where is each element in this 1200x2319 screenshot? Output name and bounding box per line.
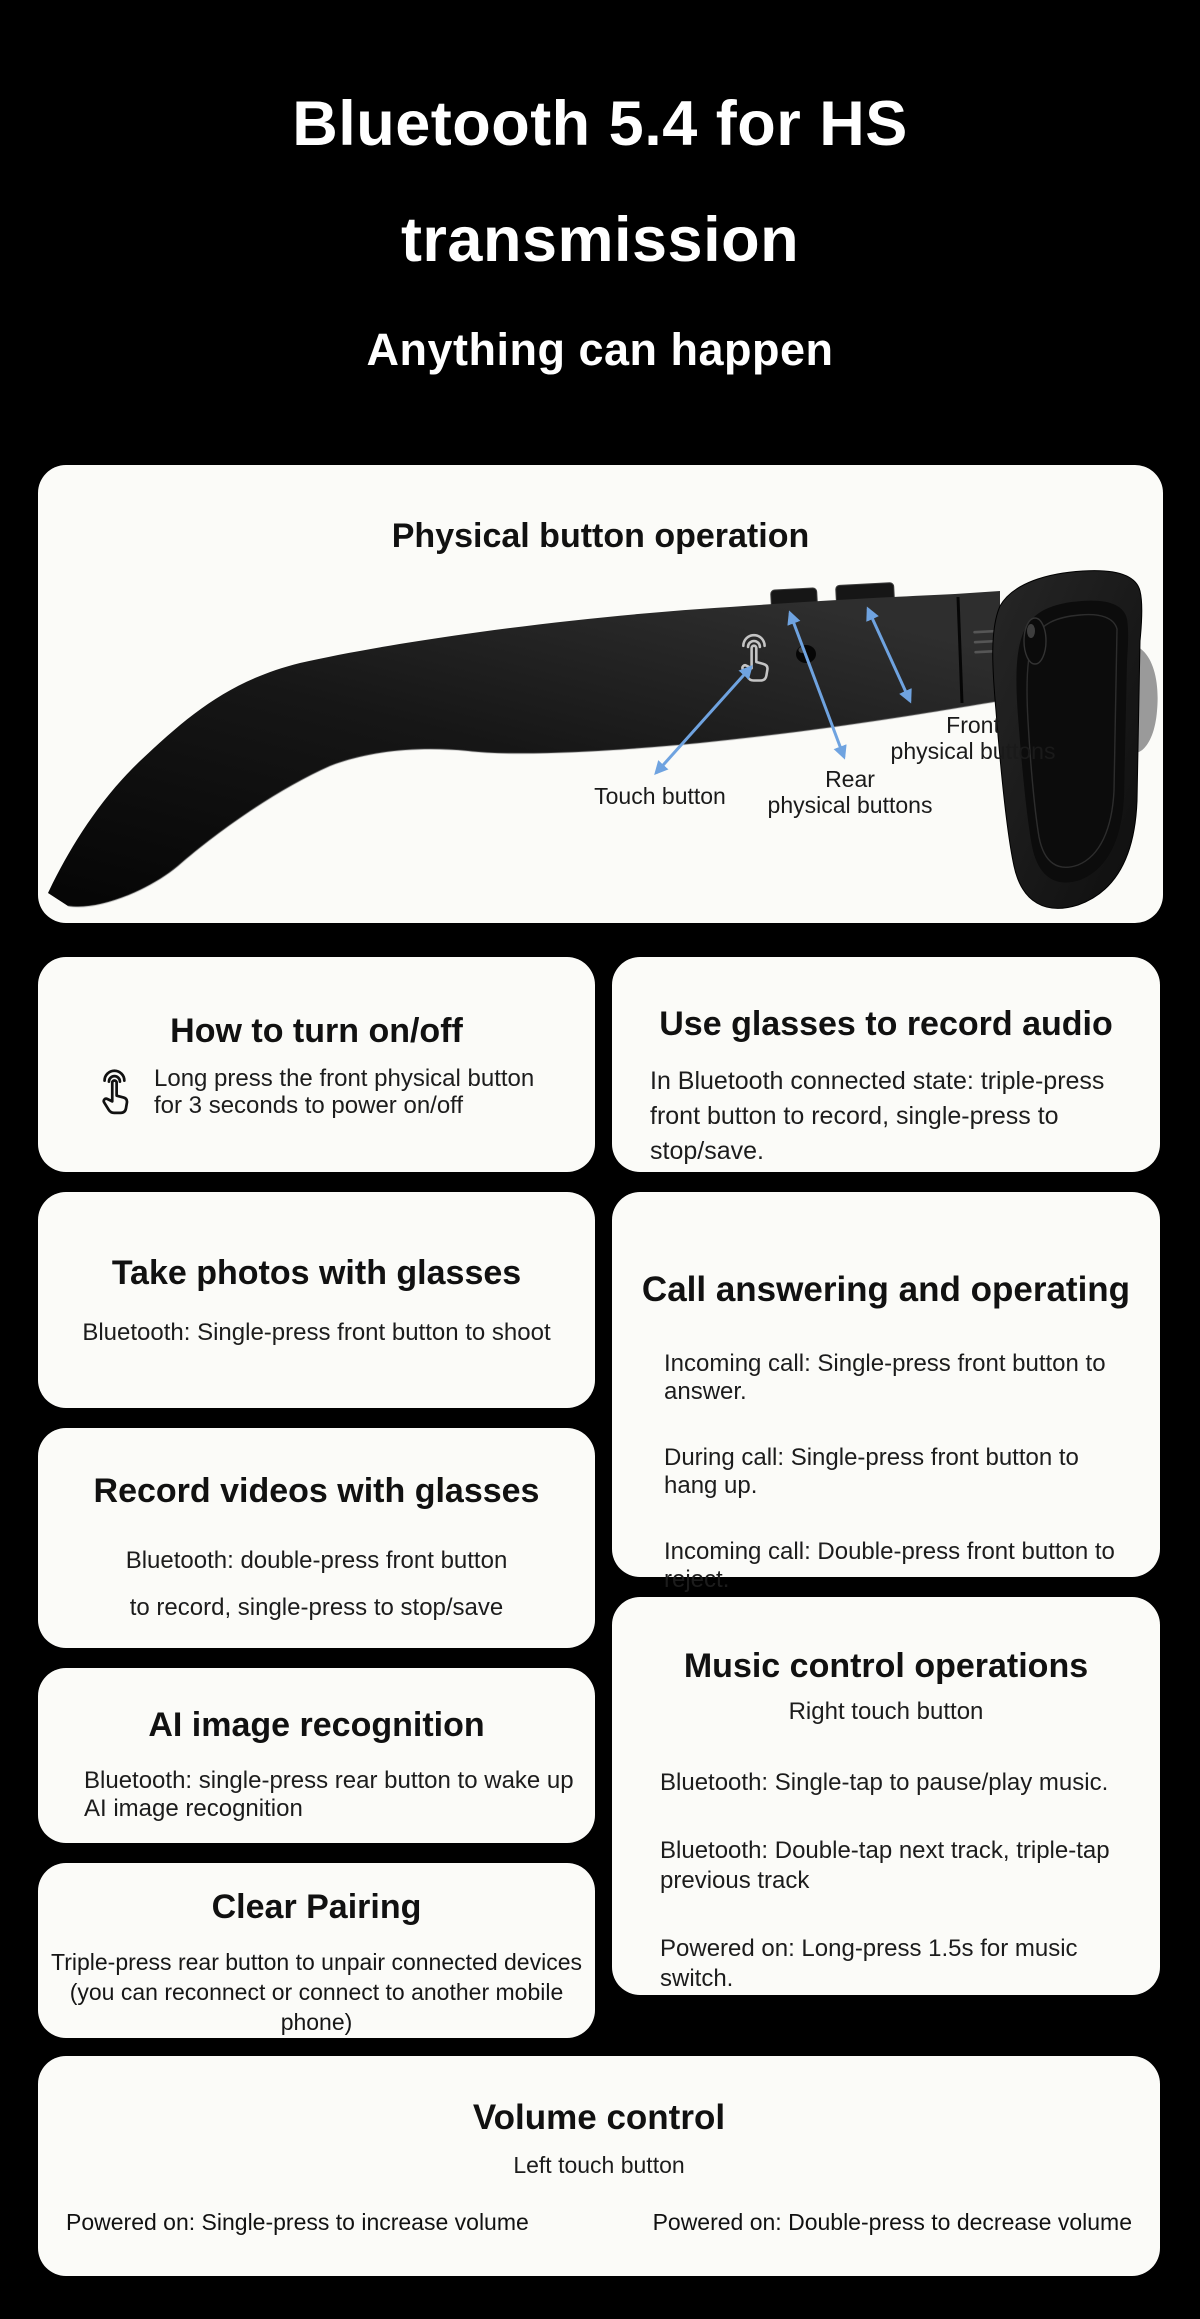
hero-title-line2: transmission — [400, 205, 800, 275]
record-audio-card — [612, 957, 1160, 1172]
glasses-temple — [48, 591, 1000, 907]
calls-card-line2: During call: Single-press front button to hang up. — [664, 1444, 1079, 1499]
calls-card-line1: Incoming call: Single-press front button to answer. — [664, 1350, 1106, 1405]
volume-control-card — [38, 2056, 1160, 2276]
front-button-label-line2: physical buttons — [890, 738, 1056, 764]
diagram-title: Physical button operation — [391, 517, 810, 555]
rear-button-label-line2: physical buttons — [767, 792, 933, 818]
videos-card-body-line2: to record, single-press to stop/save — [129, 1594, 504, 1621]
photos-card-body: Bluetooth: Single-press front button to shoot — [82, 1319, 551, 1346]
videos-card-body-line1: Bluetooth: double-press front button — [125, 1547, 508, 1574]
volume-card-title: Volume control — [472, 2098, 726, 2137]
call-answering-card — [612, 1192, 1160, 1593]
ai-card-title: AI image recognition — [148, 1706, 485, 1744]
ai-card-body-line2: AI image recognition — [84, 1795, 303, 1822]
volume-card-subtitle: Left touch button — [513, 2152, 685, 2178]
touch-button-label: Touch button — [594, 783, 726, 809]
pairing-card-title: Clear Pairing — [211, 1888, 422, 1926]
photos-card-title: Take photos with glasses — [111, 1254, 522, 1292]
music-card-line1: Bluetooth: Single-tap to pause/play music. — [660, 1769, 1109, 1796]
ai-card-body-line1: Bluetooth: single-press rear button to wake up — [84, 1767, 574, 1794]
camera-lens-icon — [1024, 618, 1046, 664]
audio-card-title: Use glasses to record audio — [659, 1005, 1113, 1043]
record-videos-card — [38, 1428, 595, 1648]
ai-image-recognition-card — [38, 1668, 595, 1843]
glasses-diagram — [38, 561, 1163, 923]
power-card-title: How to turn on/off — [170, 1012, 463, 1050]
take-photos-card — [38, 1192, 595, 1408]
rear-button-label-line1: Rear — [825, 766, 875, 792]
physical-button-operation-card — [38, 465, 1163, 923]
left-column — [38, 957, 595, 2038]
pairing-card-body-line1: Triple-press rear button to unpair connected devices — [51, 1949, 582, 1975]
audio-card-body: In Bluetooth connected state: triple-press front button to record, single-press to stop/save. — [650, 1067, 1105, 1165]
calls-card-line3: Incoming call: Double-press front button to reject. — [664, 1538, 1115, 1593]
volume-increase-text: Powered on: Single-press to increase volume — [66, 2209, 529, 2235]
pairing-card-body-line2: (you can reconnect or connect to another mobile phone) — [69, 1979, 564, 2035]
videos-card-title: Record videos with glasses — [93, 1472, 540, 1510]
power-card-body-line1: Long press the front physical button — [154, 1065, 535, 1092]
front-button-label-line1: Front — [946, 712, 1000, 738]
hero-subtitle: Anything can happen — [366, 324, 834, 375]
tap-icon — [92, 1065, 140, 1117]
clear-pairing-card — [38, 1863, 595, 2038]
calls-card-title: Call answering and operating — [641, 1270, 1131, 1309]
hero-title-line1: Bluetooth 5.4 for HS — [292, 89, 908, 159]
volume-decrease-text: Powered on: Double-press to decrease volume — [652, 2209, 1132, 2235]
music-card-line3: Powered on: Long-press 1.5s for music switch. — [660, 1935, 1078, 1992]
right-column — [612, 957, 1160, 1995]
music-control-card — [612, 1597, 1160, 1995]
music-card-title: Music control operations — [683, 1647, 1089, 1685]
music-card-line2: Bluetooth: Double-tap next track, triple-tap previous track — [660, 1837, 1110, 1894]
power-card-body-line2: for 3 seconds to power on/off — [154, 1092, 464, 1119]
music-card-subtitle: Right touch button — [788, 1698, 984, 1725]
power-onoff-card — [38, 957, 595, 1172]
